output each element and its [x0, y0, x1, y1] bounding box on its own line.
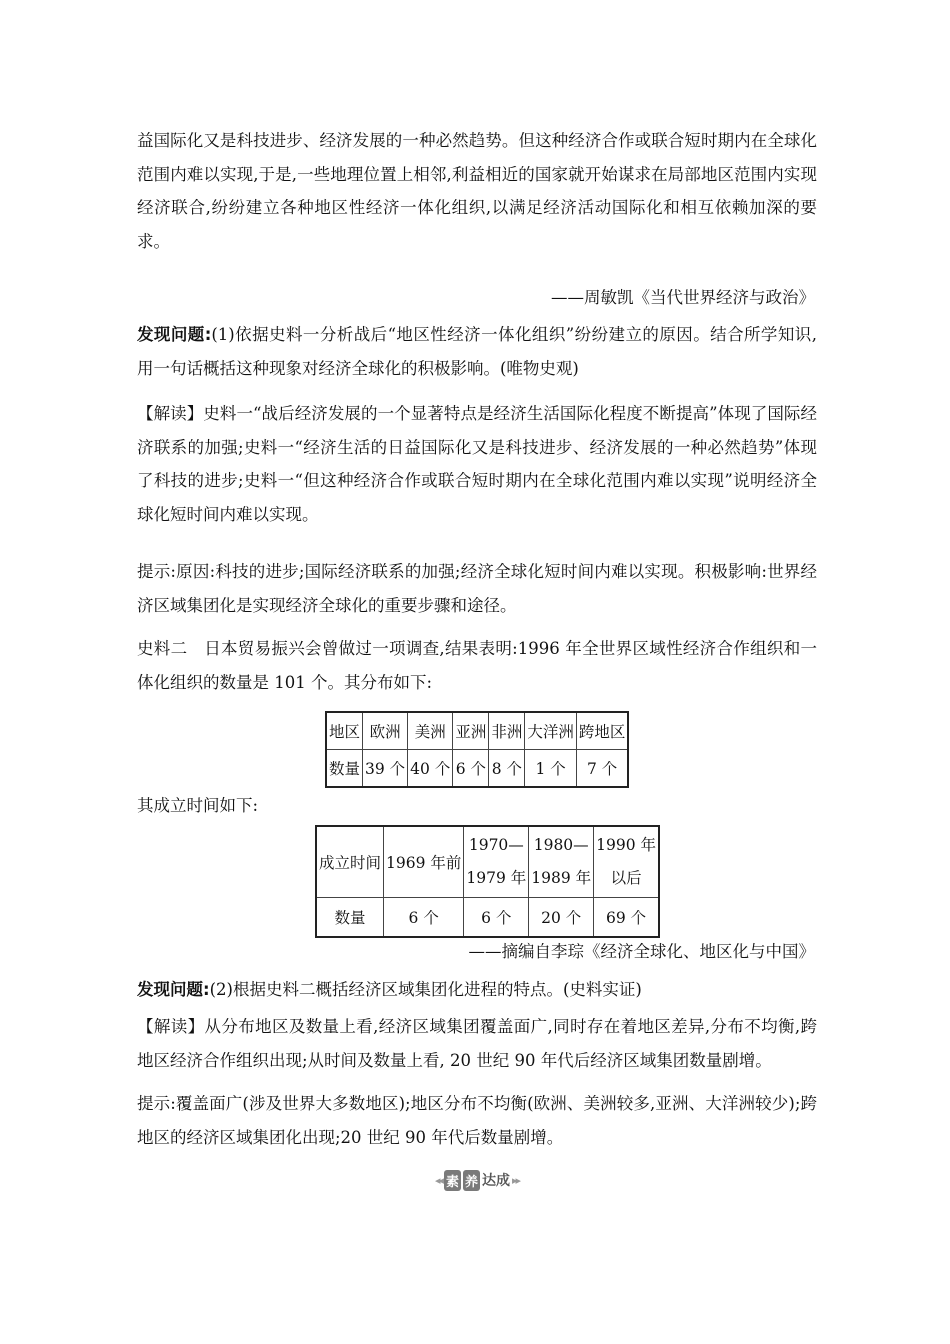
table-cell: 1980— 1989 年 [529, 826, 594, 898]
table-cell: 40 个 [408, 750, 453, 788]
founding-time-table [315, 825, 660, 938]
region-distribution-table [325, 711, 629, 788]
table-cell: 成立时间 [316, 826, 384, 898]
hint-2: 提示:覆盖面广(涉及世界大多数地区);地区分布不均衡(欧洲、美洲较多,亚洲、大洋洲较少);跨地区的经济区域集团化出现;20 世纪 90 年代后数量剧增。 [137, 1094, 817, 1147]
table-row [326, 750, 628, 788]
table-cell: 欧洲 [363, 712, 408, 750]
table2-intro: 其成立时间如下: [137, 796, 259, 815]
table-cell: 7 个 [576, 750, 628, 788]
table-cell: 地区 [326, 712, 363, 750]
table-cell: 69 个 [594, 898, 659, 938]
hint-1: 提示:原因:科技的进步;国际经济联系的加强;经济全球化短时间内难以实现。积极影响:世界经济区域集团化是实现经济全球化的重要步骤和途径。 [137, 562, 817, 615]
table-cell: 20 个 [529, 898, 594, 938]
shiliao2-intro: 史料二 日本贸易振兴会曾做过一项调查,结果表明:1996 年全世界区域性经济合作组织和一体化组织的数量是 101 个。其分布如下: [137, 639, 817, 692]
table-cell: 6 个 [384, 898, 464, 938]
table-cell: 1990 年 以后 [594, 826, 659, 898]
banner-char: 素 [444, 1170, 461, 1191]
table-cell: 美洲 [408, 712, 453, 750]
table-row [326, 712, 628, 750]
table-cell: 数量 [326, 750, 363, 788]
question-2 [137, 973, 817, 1007]
right-arrow-icon: ▸▸ [512, 1173, 520, 1187]
table-cell: 大洋洲 [525, 712, 577, 750]
analysis-1: 【解读】史料一“战后经济发展的一个显著特点是经济生活国际化程度不断提高”体现了国际经济联系的加强;史料一“经济生活的日益国际化又是科技进步、经济发展的一种必然趋势”体现了科技的进步;史料一“但这种经济合作或联合短时期内在全球化范围内难以实现”说明经济全球化短时间内难以实现。 [137, 404, 817, 524]
table-cell: 跨地区 [576, 712, 628, 750]
table-cell: 6 个 [453, 750, 489, 788]
question-text: (1)依据史料一分析战后“地区性经济一体化组织”纷纷建立的原因。结合所学知识, 用一句话概括这种现象对经济全球化的积极影响。(唯物史观) [137, 325, 817, 378]
table-cell: 1970— 1979 年 [464, 826, 529, 898]
citation-2: ——摘编自李琮《经济全球化、地区化与中国》 [468, 942, 815, 961]
question-label: 发现问题: [137, 980, 210, 999]
question-1 [137, 318, 817, 385]
paragraph-shiliao1-continuation: 益国际化又是科技进步、经济发展的一种必然趋势。但这种经济合作或联合短时期内在全球化范围内难以实现,于是,一些地理位置上相邻,利益相近的国家就开始谋求在局部地区范围内实现经济联合,纷纷建立各种地区性经济一体化组织,以满足经济活动国际化和相互依赖加深的要求。 [137, 131, 817, 251]
table-cell: 6 个 [464, 898, 529, 938]
banner-text: 达成 [482, 1173, 511, 1189]
citation-1: ——周敏凯《当代世界经济与政治》 [551, 288, 815, 307]
left-arrow-icon: ◂◂ [434, 1173, 442, 1187]
section-banner [412, 1168, 542, 1192]
table-cell: 亚洲 [453, 712, 489, 750]
table-cell: 8 个 [489, 750, 525, 788]
table-cell: 非洲 [489, 712, 525, 750]
table-cell: 1969 年前 [384, 826, 464, 898]
table-row [316, 826, 659, 898]
analysis-2: 【解读】从分布地区及数量上看,经济区域集团覆盖面广,同时存在着地区差异,分布不均衡,跨地区经济合作组织出现;从时间及数量上看, 20 世纪 90 年代后经济区域集团数量剧增。 [137, 1017, 817, 1070]
table-cell: 1 个 [525, 750, 577, 788]
banner-char: 养 [463, 1170, 480, 1191]
table-row [316, 898, 659, 938]
question-label: 发现问题: [137, 325, 212, 344]
question-text: (2)根据史料二概括经济区域集团化进程的特点。(史料实证) [209, 980, 642, 999]
table-cell: 39 个 [363, 750, 408, 788]
table-cell: 数量 [316, 898, 384, 938]
